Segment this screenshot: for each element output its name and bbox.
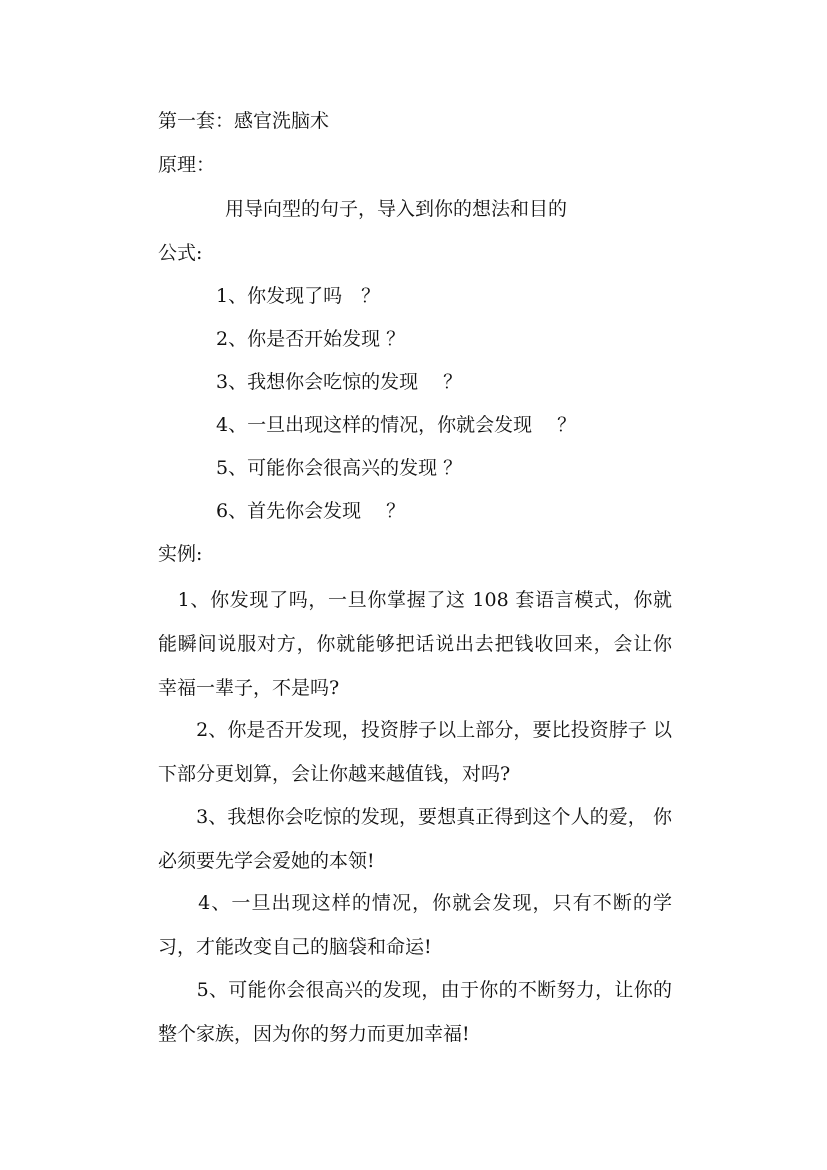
example-label: 实例:: [158, 543, 203, 565]
example-paragraph: 1、你发现了吗，一旦你掌握了这 108 套语言模式，你就 能瞬间说服对方，你就能够把话说出去把钱收回来，会让你 幸福一辈子，不是吗?: [158, 589, 672, 699]
principle-label: 原理：: [158, 154, 216, 176]
formula-item: 4、一旦出现这样的情况，你就会发现 ？: [216, 414, 577, 436]
formula-item: 1、你发现了吗 ？: [216, 285, 381, 307]
example-paragraph: 3、我想你会吃惊的发现，要想真正得到这个人的爱， 你必须要先学会爱她的本领!: [158, 806, 672, 872]
formula-item: 5、可能你会很高兴的发现 ？: [216, 457, 463, 479]
example-paragraph: 2、你是否开发现，投资脖子以上部分，要比投资脖子 以下部分更划算，会让你越来越值钱，对吗?: [158, 719, 672, 785]
formula-label: 公式:: [158, 242, 203, 264]
formula-item: 6、首先你会发现 ？: [216, 500, 406, 522]
document-title: 第一套：感官洗脑术: [158, 110, 330, 132]
example-paragraph: 4、一旦出现这样的情况，你就会发现，只有不断的学 习，才能改变自己的脑袋和命运!: [158, 892, 672, 958]
principle-text: 用导向型的句子，导入到你的想法和目的: [225, 198, 568, 220]
formula-item: 3、我想你会吃惊的发现 ？: [216, 371, 463, 393]
example-paragraph: 5、可能你会很高兴的发现，由于你的不断努力，让你的整个家族，因为你的努力而更加幸福!: [158, 979, 672, 1045]
formula-item: 2、你是否开始发现 ？: [216, 328, 406, 350]
